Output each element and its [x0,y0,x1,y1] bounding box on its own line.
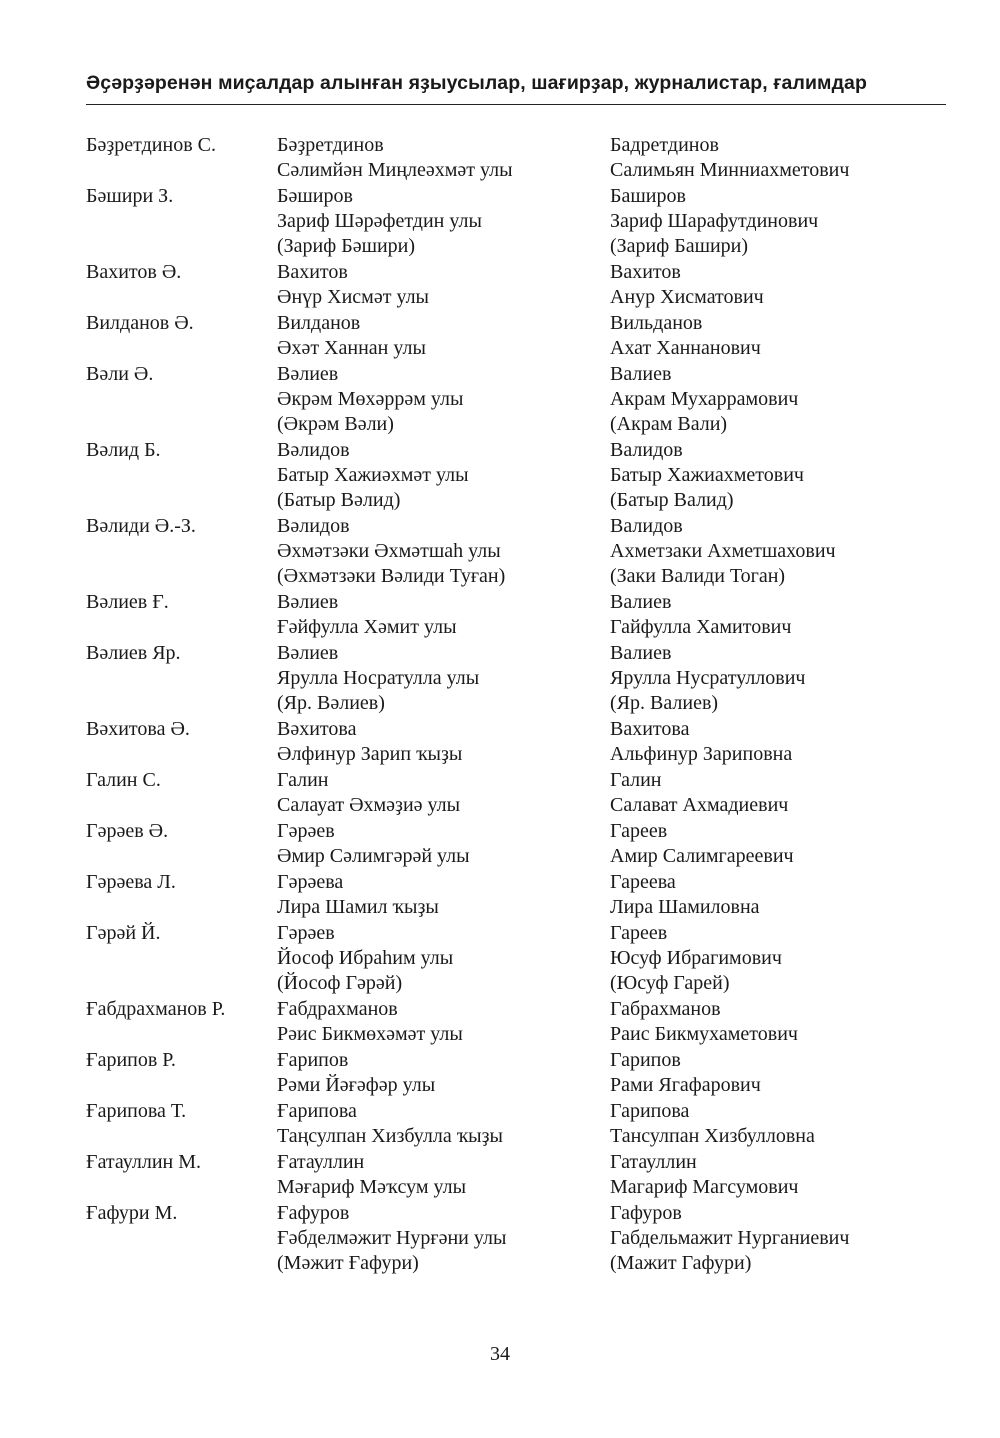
list-item [86,819,956,869]
russian-name-line: Ахметзаки Ахметшахович [610,540,836,562]
short-name-column [86,768,277,818]
short-name: Ғарипова Т. [86,1100,187,1122]
name-list [86,133,956,1277]
bashkir-name-line: Ғәйфулла Хәмит улы [277,616,457,638]
short-name-column [86,133,277,183]
russian-name-line: (Зариф Башири) [610,235,749,257]
list-item [86,514,956,589]
russian-name-line: Гатауллин [610,1151,697,1173]
bashkir-name-line: (Йософ Гәрәй) [277,972,403,994]
bashkir-name-line: Әлфинур Зарип ҡыҙы [277,743,463,765]
russian-name-line: Гафуров [610,1202,682,1224]
list-item [86,438,956,513]
bashkir-name-column [277,870,610,920]
list-item [86,1150,956,1200]
bashkir-name-line: Зариф Шәрәфетдин улы [277,210,482,232]
bashkir-name-column [277,438,610,513]
russian-name-column [610,514,950,589]
bashkir-name-line: (Әкрәм Вәли) [277,413,394,435]
russian-name-line: Галин [610,769,662,791]
bashkir-name-column [277,717,610,767]
bashkir-name-line: Таңсулпан Хизбулла ҡыҙы [277,1125,503,1147]
short-name: Гәрәй Й. [86,922,161,944]
short-name-column [86,438,277,513]
russian-name-column [610,921,950,996]
bashkir-name-column [277,1048,610,1098]
russian-name-column [610,717,950,767]
russian-name-line: Гайфулла Хамитович [610,616,792,638]
short-name: Вәлиди Ә.-З. [86,515,196,537]
bashkir-name-line: Йософ Ибраһим улы [277,947,454,969]
bashkir-name-line: (Яр. Вәлиев) [277,692,385,714]
russian-name-line: Магариф Магсумович [610,1176,799,1198]
list-item [86,1048,956,1098]
bashkir-name-line: Вәлиев [277,591,339,613]
russian-name-line: Лира Шамиловна [610,896,760,918]
bashkir-name-column [277,997,610,1047]
bashkir-name-column [277,514,610,589]
russian-name-line: Валиев [610,642,672,664]
russian-name-line: Валидов [610,439,683,461]
bashkir-name-line: Әмир Сәлимгәрәй улы [277,845,470,867]
short-name: Бәҙретдинов С. [86,134,216,156]
short-name-column [86,921,277,996]
bashkir-name-line: Галин [277,769,329,791]
bashkir-name-line: Батыр Хажиәхмәт улы [277,464,469,486]
bashkir-name-column [277,362,610,437]
bashkir-name-line: Ғарипова [277,1100,357,1122]
bashkir-name-line: Әхмәтзәки Әхмәтшаһ улы [277,540,501,562]
bashkir-name-line: Сәлимйән Миңлеәхмәт улы [277,159,513,181]
russian-name-line: Бадретдинов [610,134,719,156]
bashkir-name-column [277,1201,610,1276]
russian-name-line: (Заки Валиди Тоган) [610,565,786,587]
russian-name-line: Раис Бикмухаметович [610,1023,798,1045]
bashkir-name-line: Вәлидов [277,515,350,537]
russian-name-line: Гареев [610,922,668,944]
russian-name-line: (Акрам Вали) [610,413,728,435]
russian-name-line: Гарипов [610,1049,681,1071]
russian-name-line: (Юсуф Гарей) [610,972,730,994]
bashkir-name-line: Ғарипов [277,1049,349,1071]
russian-name-column [610,768,950,818]
russian-name-line: Ярулла Нусратуллович [610,667,806,689]
russian-name-line: Рами Ягафарович [610,1074,761,1096]
short-name-column [86,260,277,310]
russian-name-column [610,184,950,259]
russian-name-line: Валиев [610,591,672,613]
bashkir-name-line: Әкрәм Мөхәррәм улы [277,388,464,410]
list-item [86,133,956,183]
bashkir-name-column [277,133,610,183]
list-item [86,717,956,767]
short-name-column [86,997,277,1047]
russian-name-line: (Мажит Гафури) [610,1252,752,1274]
bashkir-name-column [277,590,610,640]
russian-name-line: Анур Хисматович [610,286,764,308]
short-name-column [86,1150,277,1200]
russian-name-column [610,133,950,183]
russian-name-line: Гареева [610,871,676,893]
short-name-column [86,641,277,716]
list-item [86,1201,956,1276]
russian-name-line: Гарипова [610,1100,690,1122]
bashkir-name-column [277,311,610,361]
short-name: Ғабдрахманов Р. [86,998,226,1020]
bashkir-name-line: (Зариф Бәшири) [277,235,416,257]
page-header: Әҫәрҙәренән миҫалдар алынған яҙыусылар, шағирҙар, журналистар, ғалимдар [86,72,868,94]
bashkir-name-line: Ғатауллин [277,1151,365,1173]
list-item [86,184,956,259]
short-name-column [86,1048,277,1098]
bashkir-name-line: Ғабдрахманов [277,998,398,1020]
list-item [86,641,956,716]
russian-name-line: Амир Салимгареевич [610,845,794,867]
russian-name-line: (Яр. Валиев) [610,692,719,714]
bashkir-name-line: (Мәжит Ғафури) [277,1252,419,1274]
short-name-column [86,819,277,869]
bashkir-name-line: (Әхмәтзәки Вәлиди Туған) [277,565,506,587]
short-name: Вәлиев Ғ. [86,591,169,613]
bashkir-name-column [277,1150,610,1200]
russian-name-column [610,1099,950,1149]
russian-name-line: Акрам Мухаррамович [610,388,799,410]
bashkir-name-line: Бәҙретдинов [277,134,384,156]
short-name: Вәлиев Яр. [86,642,181,664]
bashkir-name-line: Гәрәев [277,820,335,842]
list-item [86,768,956,818]
bashkir-name-line: Вәлиев [277,363,339,385]
russian-name-line: Гареев [610,820,668,842]
russian-name-line: Вахитова [610,718,690,740]
short-name-column [86,1099,277,1149]
bashkir-name-column [277,260,610,310]
short-name: Бәшири З. [86,185,174,207]
russian-name-line: Зариф Шарафутдинович [610,210,819,232]
russian-name-line: Вильданов [610,312,703,334]
short-name: Гәрәев Ә. [86,820,169,842]
short-name-column [86,1201,277,1276]
bashkir-name-line: Ғәбделмәжит Нурғәни улы [277,1227,507,1249]
russian-name-column [610,260,950,310]
russian-name-line: Валидов [610,515,683,537]
bashkir-name-line: Әхәт Ханнан улы [277,337,426,359]
bashkir-name-column [277,1099,610,1149]
russian-name-column [610,997,950,1047]
russian-name-column [610,362,950,437]
bashkir-name-line: Вилданов [277,312,361,334]
bashkir-name-line: Гәрәев [277,922,335,944]
bashkir-name-column [277,921,610,996]
bashkir-name-column [277,184,610,259]
bashkir-name-line: Бәширов [277,185,353,207]
russian-name-column [610,311,950,361]
short-name: Ғарипов Р. [86,1049,176,1071]
short-name-column [86,514,277,589]
header-rule [86,104,946,105]
bashkir-name-line: (Батыр Вәлид) [277,489,401,511]
list-item [86,311,956,361]
bashkir-name-line: Мәғариф Мәҡсум улы [277,1176,467,1198]
short-name-column [86,590,277,640]
russian-name-column [610,1048,950,1098]
short-name: Галин С. [86,769,161,791]
russian-name-line: (Батыр Валид) [610,489,734,511]
short-name-column [86,870,277,920]
list-item [86,590,956,640]
bashkir-name-line: Вәлидов [277,439,350,461]
bashkir-name-column [277,768,610,818]
short-name-column [86,311,277,361]
russian-name-line: Салават Ахмадиевич [610,794,789,816]
list-item [86,260,956,310]
list-item [86,1099,956,1149]
russian-name-line: Тансулпан Хизбулловна [610,1125,815,1147]
bashkir-name-line: Вәхитова [277,718,357,740]
russian-name-column [610,870,950,920]
bashkir-name-line: Ғафуров [277,1202,350,1224]
russian-name-line: Салимьян Минниахметович [610,159,850,181]
russian-name-line: Габрахманов [610,998,721,1020]
bashkir-name-column [277,641,610,716]
russian-name-line: Альфинур Зариповна [610,743,793,765]
short-name-column [86,717,277,767]
short-name: Вәхитова Ә. [86,718,190,740]
bashkir-name-line: Ярулла Носратулла улы [277,667,480,689]
russian-name-line: Вахитов [610,261,681,283]
russian-name-line: Батыр Хажиахметович [610,464,804,486]
bashkir-name-line: Әнүр Хисмәт улы [277,286,429,308]
russian-name-column [610,590,950,640]
short-name: Вәли Ә. [86,363,154,385]
short-name: Вахитов Ә. [86,261,182,283]
short-name: Гәрәева Л. [86,871,176,893]
short-name: Ғатауллин М. [86,1151,202,1173]
russian-name-line: Валиев [610,363,672,385]
short-name: Ғафури М. [86,1202,178,1224]
short-name-column [86,184,277,259]
russian-name-column [610,1150,950,1200]
russian-name-line: Баширов [610,185,686,207]
short-name-column [86,362,277,437]
list-item [86,921,956,996]
short-name: Вәлид Б. [86,439,161,461]
russian-name-column [610,641,950,716]
russian-name-column [610,819,950,869]
bashkir-name-line: Лира Шамил ҡыҙы [277,896,439,918]
page-number: 34 [490,1343,510,1365]
list-item [86,870,956,920]
bashkir-name-line: Салауат Әхмәҙиә улы [277,794,461,816]
bashkir-name-line: Гәрәева [277,871,344,893]
bashkir-name-line: Вәлиев [277,642,339,664]
russian-name-line: Ахат Ханнанович [610,337,761,359]
bashkir-name-line: Вахитов [277,261,348,283]
russian-name-line: Юсуф Ибрагимович [610,947,782,969]
list-item [86,362,956,437]
bashkir-name-line: Рәми Йәғәфәр улы [277,1074,436,1096]
short-name: Вилданов Ә. [86,312,194,334]
russian-name-line: Габдельмажит Нурганиевич [610,1227,850,1249]
russian-name-column [610,438,950,513]
russian-name-column [610,1201,950,1276]
bashkir-name-column [277,819,610,869]
list-item [86,997,956,1047]
bashkir-name-line: Рәис Бикмөхәмәт улы [277,1023,463,1045]
